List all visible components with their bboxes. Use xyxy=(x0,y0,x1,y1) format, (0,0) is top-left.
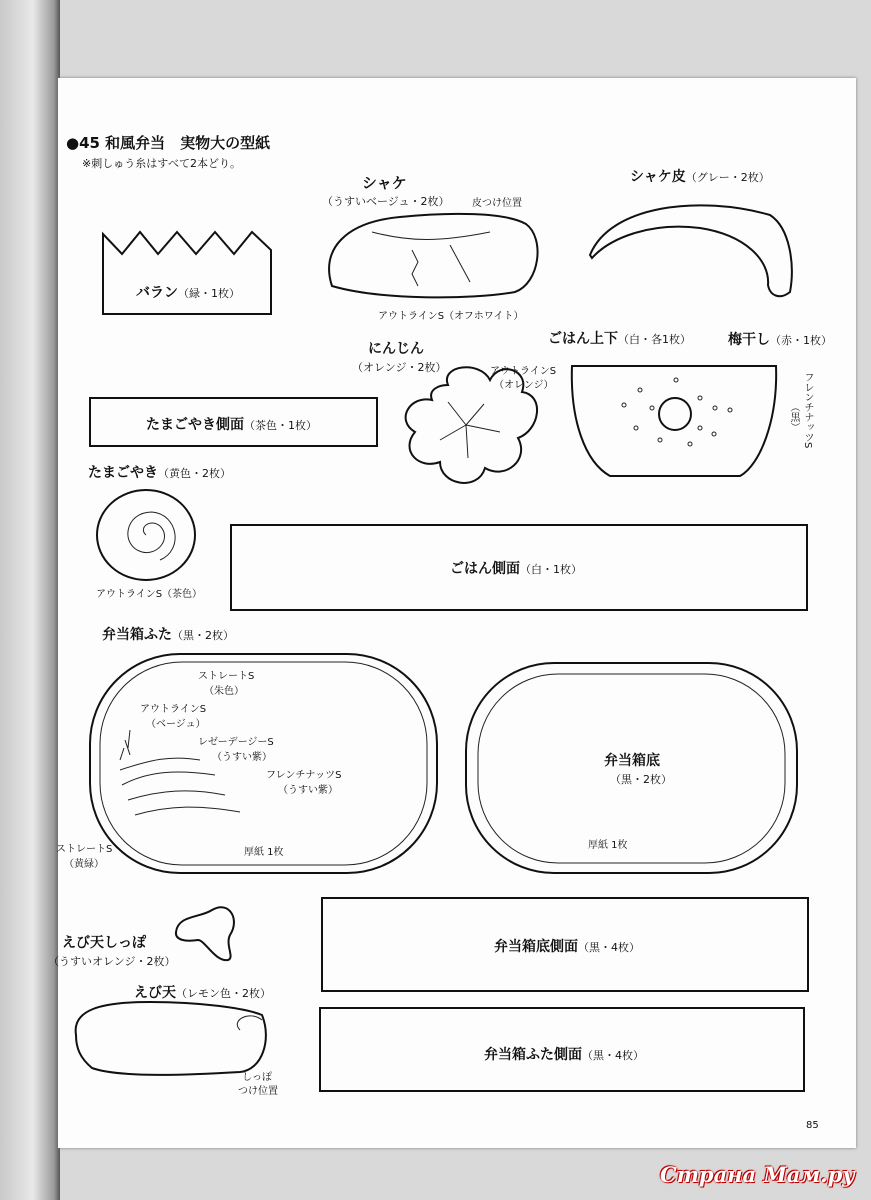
shake-spec: （うすいベージュ・2枚） xyxy=(322,195,450,208)
bottom-side-label: 弁当箱底側面（黒・4枚） xyxy=(494,939,640,955)
ninjin-spec: （オレンジ・2枚） xyxy=(352,361,447,374)
lid-cardboard: 厚紙 1枚 xyxy=(244,847,284,858)
french-knot-color: （黒） xyxy=(788,402,799,432)
ninjin-outline-1: アウトラインS xyxy=(490,366,557,377)
lid-lazy-daisy: レゼーデージーS xyxy=(198,737,274,748)
shake-outline: アウトラインS（オフホワイト） xyxy=(378,311,524,322)
gohan-top-shape xyxy=(572,366,776,476)
ninjin-outline-2: （オレンジ） xyxy=(494,380,554,391)
ninjin-label: にんじん xyxy=(368,341,424,357)
lid-straight-2: ストレートS xyxy=(56,844,113,855)
umeboshi-label: 梅干し（赤・1枚） xyxy=(728,332,832,348)
gohan-side-label: ごはん側面（白・1枚） xyxy=(450,561,582,577)
lid-straight-1-color: （朱色） xyxy=(204,686,244,697)
lid-french-color: （うすい紫） xyxy=(278,785,338,796)
lid-outline-color: （ベージュ） xyxy=(146,719,206,730)
gohan-top-label: ごはん上下（白・各1枚） xyxy=(548,331,691,347)
ebi-label: えび天（レモン色・2枚） xyxy=(134,985,271,1001)
french-knot-label: フレンチナッツS xyxy=(802,372,813,449)
lid-side-label: 弁当箱ふた側面（黒・4枚） xyxy=(484,1047,644,1063)
lid-label: 弁当箱ふた（黒・2枚） xyxy=(102,627,234,643)
shake-shape xyxy=(329,214,537,298)
shake-skin-pos: 皮つけ位置 xyxy=(472,198,522,209)
ebi-tail-pos-1: しっぽ xyxy=(242,1072,272,1083)
lid-outline: アウトラインS xyxy=(140,704,207,715)
bottom-spec: （黒・2枚） xyxy=(610,773,672,786)
shake-skin-shape xyxy=(590,205,792,296)
umeboshi-shape xyxy=(659,398,691,430)
lid-straight-2-color: （黄緑） xyxy=(64,859,104,870)
watermark: Страна Мам.ру xyxy=(660,1162,855,1187)
page-title: ●45 和風弁当 実物大の型紙 xyxy=(66,134,271,152)
bottom-cardboard: 厚紙 1枚 xyxy=(588,840,628,851)
lid-lazy-daisy-color: （うすい紫） xyxy=(212,752,272,763)
tamagoyaki-outline: アウトラインS（茶色） xyxy=(96,589,203,600)
ebi-tail-spec: （うすいオレンジ・2枚） xyxy=(48,955,176,968)
thread-note: ※刺しゅう糸はすべて2本どり。 xyxy=(82,157,241,170)
shake-label: シャケ xyxy=(362,174,407,192)
tamagoyaki-label: たまごやき（黄色・2枚） xyxy=(88,465,231,481)
french-knot-dots xyxy=(622,378,732,446)
ebi-tail-pos-2: つけ位置 xyxy=(238,1086,278,1097)
ebi-shape xyxy=(76,1002,266,1075)
shake-stitch xyxy=(412,250,418,286)
ebi-tail-label: えび天しっぽ xyxy=(62,935,146,951)
lid-french: フレンチナッツS xyxy=(266,770,342,781)
shake-skin-label: シャケ皮（グレー・2枚） xyxy=(630,169,770,185)
lid-cardboard-line xyxy=(100,662,427,865)
baran-label: バラン（緑・1枚） xyxy=(136,285,240,301)
tamagoyaki-side-label: たまごやき側面（茶色・1枚） xyxy=(146,417,317,433)
ebi-tail-shape xyxy=(176,907,234,960)
page-number: 85 xyxy=(806,1120,819,1131)
lid-straight-1: ストレートS xyxy=(198,671,255,682)
bottom-label: 弁当箱底 xyxy=(604,753,660,769)
shake-skin-line xyxy=(372,232,490,240)
